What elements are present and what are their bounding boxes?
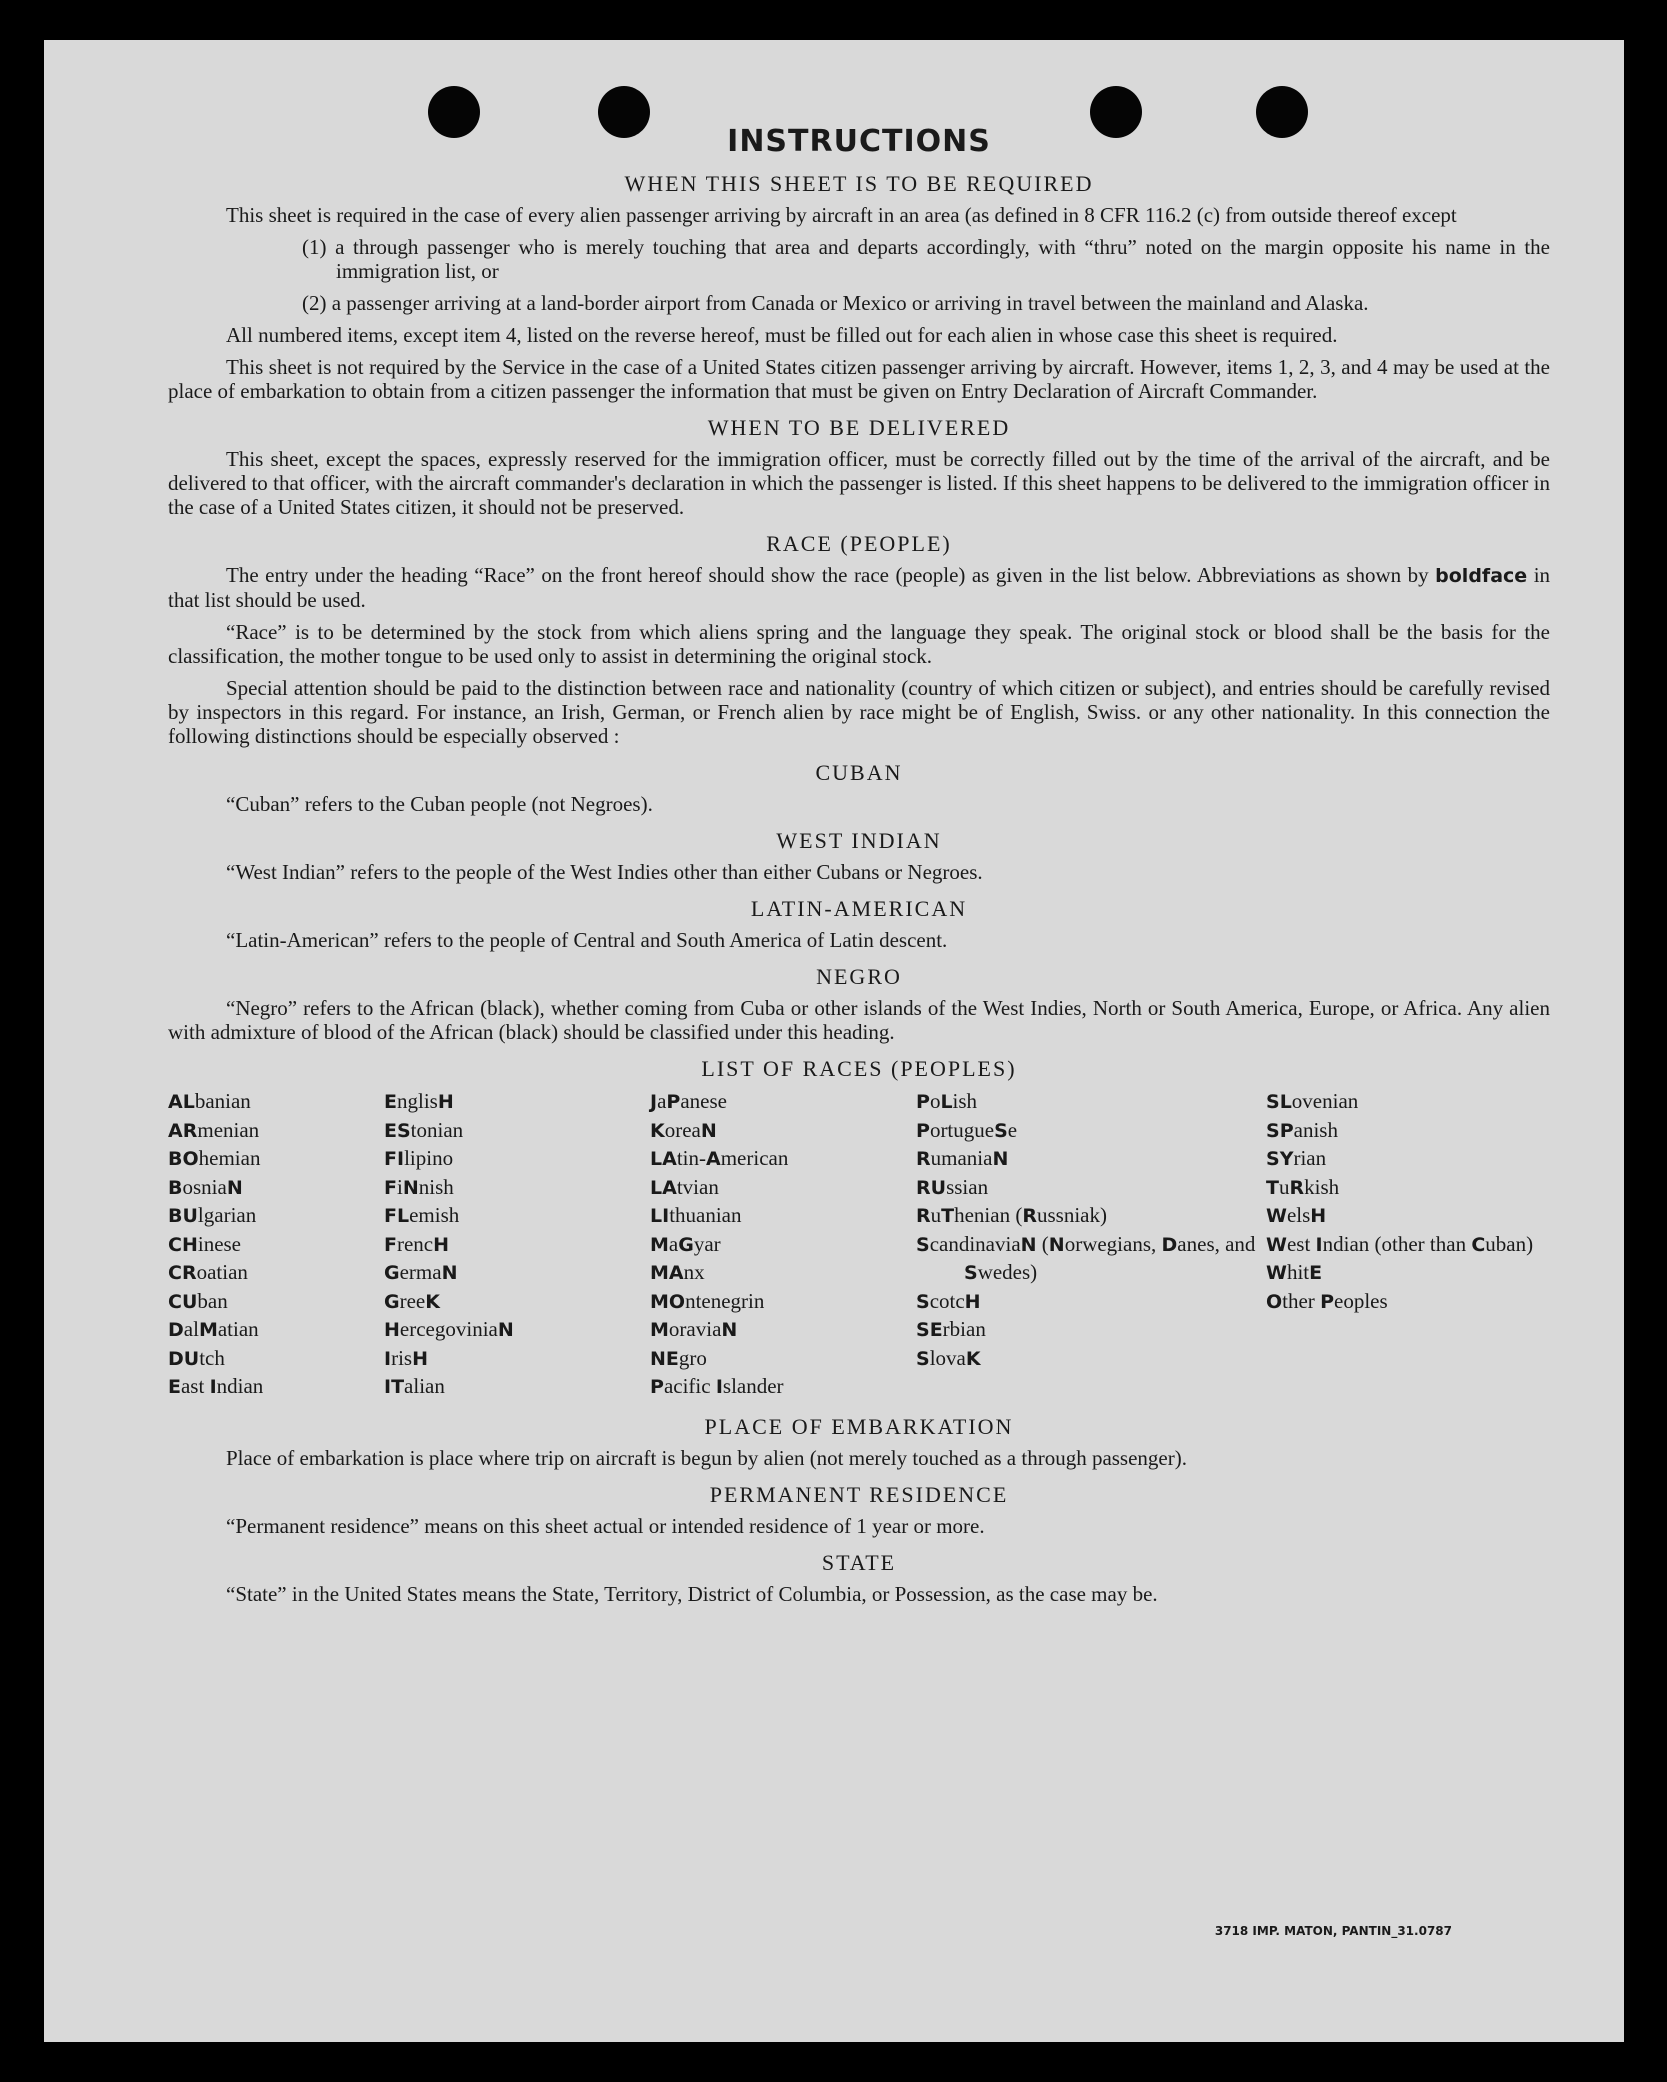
race-item: MAnx xyxy=(650,1260,705,1284)
boldface-word: boldface xyxy=(1435,565,1528,587)
list-item: (2) a passenger arriving at a land-border airport from Canada or Mexico or arriving in travel between the mainland and Alaska. xyxy=(302,291,1369,315)
race-item: Pacific Islander xyxy=(650,1374,784,1398)
section-heading: NEGRO xyxy=(816,964,902,989)
race-item: FIlipino xyxy=(384,1146,454,1170)
section-heading: WEST INDIAN xyxy=(776,828,942,853)
section-heading: LIST OF RACES (PEOPLES) xyxy=(701,1056,1017,1081)
race-column xyxy=(384,1088,650,1402)
race-item: HercegoviniaN xyxy=(384,1317,514,1341)
text: The entry under the heading “Race” on the front hereof should show the race (people) as given in the list below. Abbreviations as shown by xyxy=(226,563,1429,587)
race-list xyxy=(168,1088,1550,1402)
race-item: LAtin-American xyxy=(650,1146,789,1170)
race-item: WelsH xyxy=(1266,1203,1327,1227)
race-item: EStonian xyxy=(384,1117,464,1142)
section-heading: PLACE OF EMBARKATION xyxy=(704,1413,1014,1439)
race-column xyxy=(650,1088,916,1402)
race-item: DalMatian xyxy=(168,1317,259,1341)
paragraph: Special attention should be paid to the distinction between race and nationality (country of which citizen or subject), and entries should be carefully revised by inspectors in this regard. For instance, an Irish, German, or French alien by race might be of English, Swiss. or any other nationality. In this connection the following distinctions should be especially observed : xyxy=(168,676,1550,748)
race-item: RuThenian (Russniak) xyxy=(916,1203,1107,1227)
race-item: DUtch xyxy=(168,1345,225,1370)
race-item: LAtvian xyxy=(650,1174,719,1199)
race-item: SErbian xyxy=(916,1317,986,1341)
race-item: MOntenegrin xyxy=(650,1288,765,1313)
race-item: JaPanese xyxy=(650,1089,727,1113)
race-item: CRoatian xyxy=(168,1260,248,1284)
race-item: SPanish xyxy=(1266,1117,1338,1142)
paragraph: This sheet is required in the case of every alien passenger arriving by aircraft in an area (as defined in 8 CFR 116.2 (c) from outside thereof except xyxy=(226,203,1457,227)
race-item: ALbanian xyxy=(168,1089,251,1113)
section-heading: CUBAN xyxy=(815,760,903,785)
race-item: East Indian xyxy=(168,1374,264,1398)
race-item: BUlgarian xyxy=(168,1203,257,1227)
section-heading: LATIN-AMERICAN xyxy=(750,896,968,921)
race-item: EnglisH xyxy=(384,1089,454,1113)
race-item: BOhemian xyxy=(168,1146,261,1170)
race-item: BosniaN xyxy=(168,1174,243,1199)
race-item: PortugueSe xyxy=(916,1117,1018,1142)
race-item: ARmenian xyxy=(168,1117,260,1142)
paragraph xyxy=(168,563,1550,612)
race-item: SlovaK xyxy=(916,1345,981,1370)
race-item: FrencH xyxy=(384,1231,450,1256)
text: in that list should be used. xyxy=(168,563,1551,612)
race-item: ScandinaviaN (Norwegians, Danes, and Swedes) xyxy=(916,1231,1256,1284)
document-body xyxy=(168,100,1550,1614)
race-item: CUban xyxy=(168,1288,228,1313)
race-item: SYrian xyxy=(1266,1146,1327,1170)
race-item: PoLish xyxy=(916,1089,978,1113)
race-item: SLovenian xyxy=(1266,1089,1359,1113)
paragraph: This sheet, except the spaces, expressly reserved for the immigration officer, must be correctly filled out by the time of the arrival of the aircraft, and be delivered to that officer, with the aircraft commander's declaration in which the passenger is listed. If this sheet happens to be delivered to the immigration officer in the case of a United States citizen, it should not be preserved. xyxy=(168,447,1550,519)
race-item: LIthuanian xyxy=(650,1203,742,1227)
page-title: INSTRUCTIONS xyxy=(727,124,991,159)
paragraph: “Race” is to be determined by the stock from which aliens spring and the language they speak. The original stock or blood shall be the basis for the classification, the mother tongue to be used only to assist in determining the original stock. xyxy=(168,620,1550,668)
race-item: MoraviaN xyxy=(650,1317,738,1341)
document-sheet xyxy=(44,40,1624,2042)
paragraph: All numbered items, except item 4, listed on the reverse hereof, must be filled out for each alien in whose case this sheet is required. xyxy=(226,323,1338,347)
race-column xyxy=(1266,1088,1550,1402)
race-item: RUssian xyxy=(916,1174,989,1199)
race-item: ScotcH xyxy=(916,1288,981,1313)
section-heading: STATE xyxy=(821,1549,897,1575)
paragraph: “Cuban” refers to the Cuban people (not Negroes). xyxy=(226,792,653,816)
race-column xyxy=(168,1088,384,1402)
section-heading: RACE (PEOPLE) xyxy=(766,531,952,556)
race-item: MaGyar xyxy=(650,1231,721,1256)
paragraph: “West Indian” refers to the people of the West Indies other than either Cubans or Negroes. xyxy=(226,860,983,884)
race-item: KoreaN xyxy=(650,1117,717,1142)
printer-imprint: 3718 IMP. MATON, PANTIN_31.0787 xyxy=(1214,1924,1452,1938)
paragraph: “Negro” refers to the African (black), whether coming from Cuba or other islands of the West Indies, North or South America, Europe, or Africa. Any alien with admixture of blood of the African (black) should be classified under this heading. xyxy=(168,996,1550,1044)
list-item: (1) a through passenger who is merely touching that area and departs accordingly, with “thru” noted on the margin opposite his name in the immigration list, or xyxy=(302,235,1550,283)
race-item: FLemish xyxy=(384,1203,460,1227)
race-item: West Indian (other than Cuban) xyxy=(1266,1231,1534,1256)
section-heading: WHEN THIS SHEET IS TO BE REQUIRED xyxy=(624,171,1094,196)
race-item: WhitE xyxy=(1266,1260,1323,1284)
race-item: GreeK xyxy=(384,1288,440,1313)
section-heading: WHEN TO BE DELIVERED xyxy=(707,415,1011,440)
race-item: NEgro xyxy=(650,1345,707,1370)
paragraph: “Permanent residence” means on this sheet actual or intended residence of 1 year or more. xyxy=(226,1513,985,1538)
paragraph: “State” in the United States means the State, Territory, District of Columbia, or Possession, as the case may be. xyxy=(226,1581,1158,1606)
race-item: ITalian xyxy=(384,1374,445,1398)
paragraph: This sheet is not required by the Service in the case of a United States citizen passenger arriving by aircraft. However, items 1, 2, 3, and 4 may be used at the place of embarkation to obtain from a citizen passenger the information that must be given on Entry Declaration of Aircraft Commander. xyxy=(168,355,1550,403)
paragraph: “Latin-American” refers to the people of Central and South America of Latin descent. xyxy=(226,928,948,952)
race-column xyxy=(916,1088,1266,1402)
race-item: TuRkish xyxy=(1266,1174,1340,1199)
race-item: CHinese xyxy=(168,1231,242,1256)
race-item: FiNnish xyxy=(384,1174,454,1199)
race-item: GermaN xyxy=(384,1260,458,1284)
race-item: IrisH xyxy=(384,1345,428,1370)
paragraph: Place of embarkation is place where trip on aircraft is begun by alien (not merely touched as a through passenger). xyxy=(226,1445,1187,1470)
race-item: Other Peoples xyxy=(1266,1288,1388,1313)
race-item: RumaniaN xyxy=(916,1146,1009,1170)
section-heading: PERMANENT RESIDENCE xyxy=(709,1481,1009,1507)
